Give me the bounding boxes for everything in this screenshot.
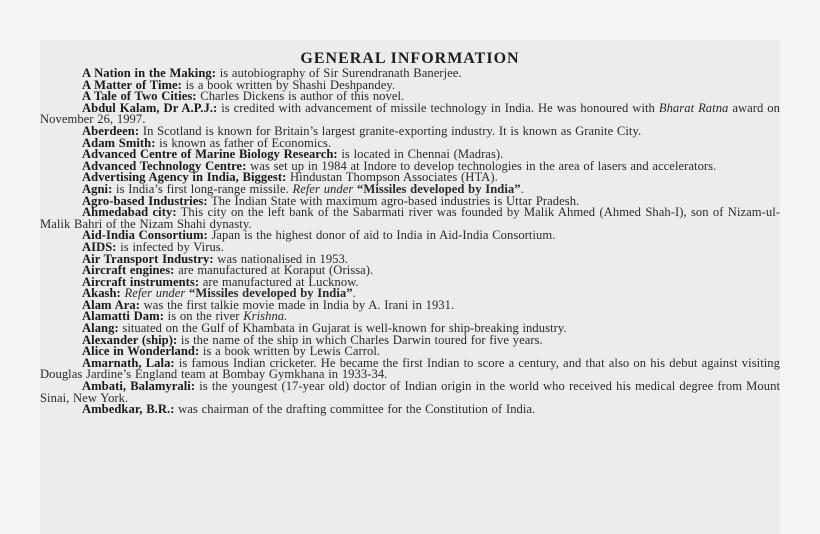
entry-text: was nationalised in 1953. — [213, 251, 349, 266]
entry-text: Refer under — [124, 286, 186, 301]
entry-term: Agro-based Industries: — [82, 193, 208, 208]
entry-term: Aberdeen: — [82, 123, 140, 138]
entry-text: is known as father of Economics. — [155, 135, 332, 150]
document-page — [40, 40, 780, 534]
entry-term: A Tale of Two Cities: — [82, 89, 197, 104]
entry-list — [40, 68, 780, 416]
entry-text: In Scotland is known for Britain’s largest granite-exporting industry. It is known as Granite City. — [139, 123, 642, 138]
entry-term: Akash: — [82, 286, 121, 301]
entry-text: is credited with advancement of missile technology in India. He was honoured with — [217, 100, 659, 115]
entry-text: “Missiles developed by India” — [353, 181, 521, 196]
entry-text: award on November 26, 1997. — [40, 100, 780, 127]
entry-text: Hindustan Thompson Associates (HTA). — [286, 170, 498, 185]
entry-item — [40, 100, 780, 127]
entry-term: Ambedkar, B.R.: — [82, 402, 175, 417]
entry-text: is a book written by Shashi Deshpandey. — [181, 77, 396, 92]
entry-item — [40, 404, 780, 416]
entry-term: Advanced Technology Centre: — [82, 158, 247, 173]
entry-term: Air Transport Industry: — [82, 251, 214, 266]
entry-text: was set up in 1984 at Indore to develop technologies in the area of lasers and accelerators. — [246, 158, 717, 173]
entry-term: Ambati, Balamyrali: — [82, 379, 196, 394]
entry-text: Japan is the highest donor of aid to India in Aid-India Consortium. — [207, 228, 556, 243]
entry-item — [40, 355, 780, 382]
entry-text: The Indian State with maximum agro-based industries is Uttar Pradesh. — [207, 193, 580, 208]
entry-text: is India’s first long-range missile. — [112, 181, 293, 196]
page-title: GENERAL INFORMATION — [300, 50, 520, 67]
entry-term: Alice in Wonderland: — [82, 344, 200, 359]
entry-text: is located in Chennai (Madras). — [337, 147, 504, 162]
entry-text: are manufactured at Koraput (Orissa). — [174, 263, 374, 278]
entry-term: Advanced Centre of Marine Biology Research: — [82, 147, 338, 162]
entry-text: is a book written by Lewis Carrol. — [199, 344, 381, 359]
entry-text: is infected by Virus. — [116, 239, 224, 254]
entry-text: was chairman of the drafting committee for the Constitution of India. — [174, 402, 536, 417]
entry-term: A Nation in the Making: — [82, 66, 217, 80]
entry-text: “Missiles developed by India” — [185, 286, 353, 301]
entry-term: Adam Smith: — [82, 135, 156, 150]
entry-term: Aircraft instruments: — [82, 274, 200, 289]
entry-item — [40, 381, 780, 404]
entry-text: are manufactured at Lucknow. — [199, 274, 359, 289]
entry-text: . — [520, 181, 524, 196]
entry-term: Alamatti Dam: — [82, 309, 164, 324]
entry-text: was the first talkie movie made in India by A. Irani in 1931. — [139, 297, 455, 312]
entry-term: Alam Ara: — [82, 297, 140, 312]
entry-text: . — [352, 286, 356, 301]
entry-text: Charles Dickens is author of this novel. — [196, 89, 405, 104]
entry-term: Advertising Agency in India, Biggest: — [82, 170, 287, 185]
entry-term: Ahmedabad city: — [82, 205, 177, 220]
entry-term: Abdul Kalam, Dr A.P.J.: — [82, 100, 218, 115]
entry-text: is autobiography of Sir Surendranath Banerjee. — [216, 66, 462, 80]
entry-text: is the name of the ship in which Charles Darwin toured for five years. — [177, 332, 543, 347]
entry-text: is the youngest (17-year old) doctor of Indian origin in the world who received his medical degree from Mount Sinai, New York. — [40, 379, 780, 405]
entry-term: Aircraft engines: — [82, 263, 175, 278]
entry-text: This city on the left bank of the Sabarmati river was founded by Malik Ahmed (Ahmed Shah-I), son of Nizam-ul-Malik Bahri of the Nizam Shahi dynasty. — [40, 205, 780, 231]
entry-term: A Matter of Time: — [82, 77, 182, 92]
entry-term: AIDS: — [82, 239, 117, 254]
entry-text: situated on the Gulf of Khambata in Gujarat is well-known for ship-breaking industry. — [118, 321, 567, 336]
entry-text: is on the river — [163, 309, 244, 324]
entry-text: Bharat Ratna — [658, 100, 729, 115]
entry-text: Refer under — [292, 181, 354, 196]
entry-text: Krishna. — [243, 309, 288, 324]
entry-term: Alexander (ship): — [82, 332, 178, 347]
entry-term: Aid-India Consortium: — [82, 228, 208, 243]
entry-text: is famous Indian cricketer. He became the first Indian to score a century, and that also on his debut against visiting Douglas Jardine’s England team at Bombay Gymkhana in 1933-34. — [40, 355, 780, 382]
entry-term: Amarnath, Lala: — [82, 355, 175, 370]
entry-item — [40, 207, 780, 230]
entry-term: Alang: — [82, 321, 119, 336]
entry-term: Agni: — [82, 181, 113, 196]
